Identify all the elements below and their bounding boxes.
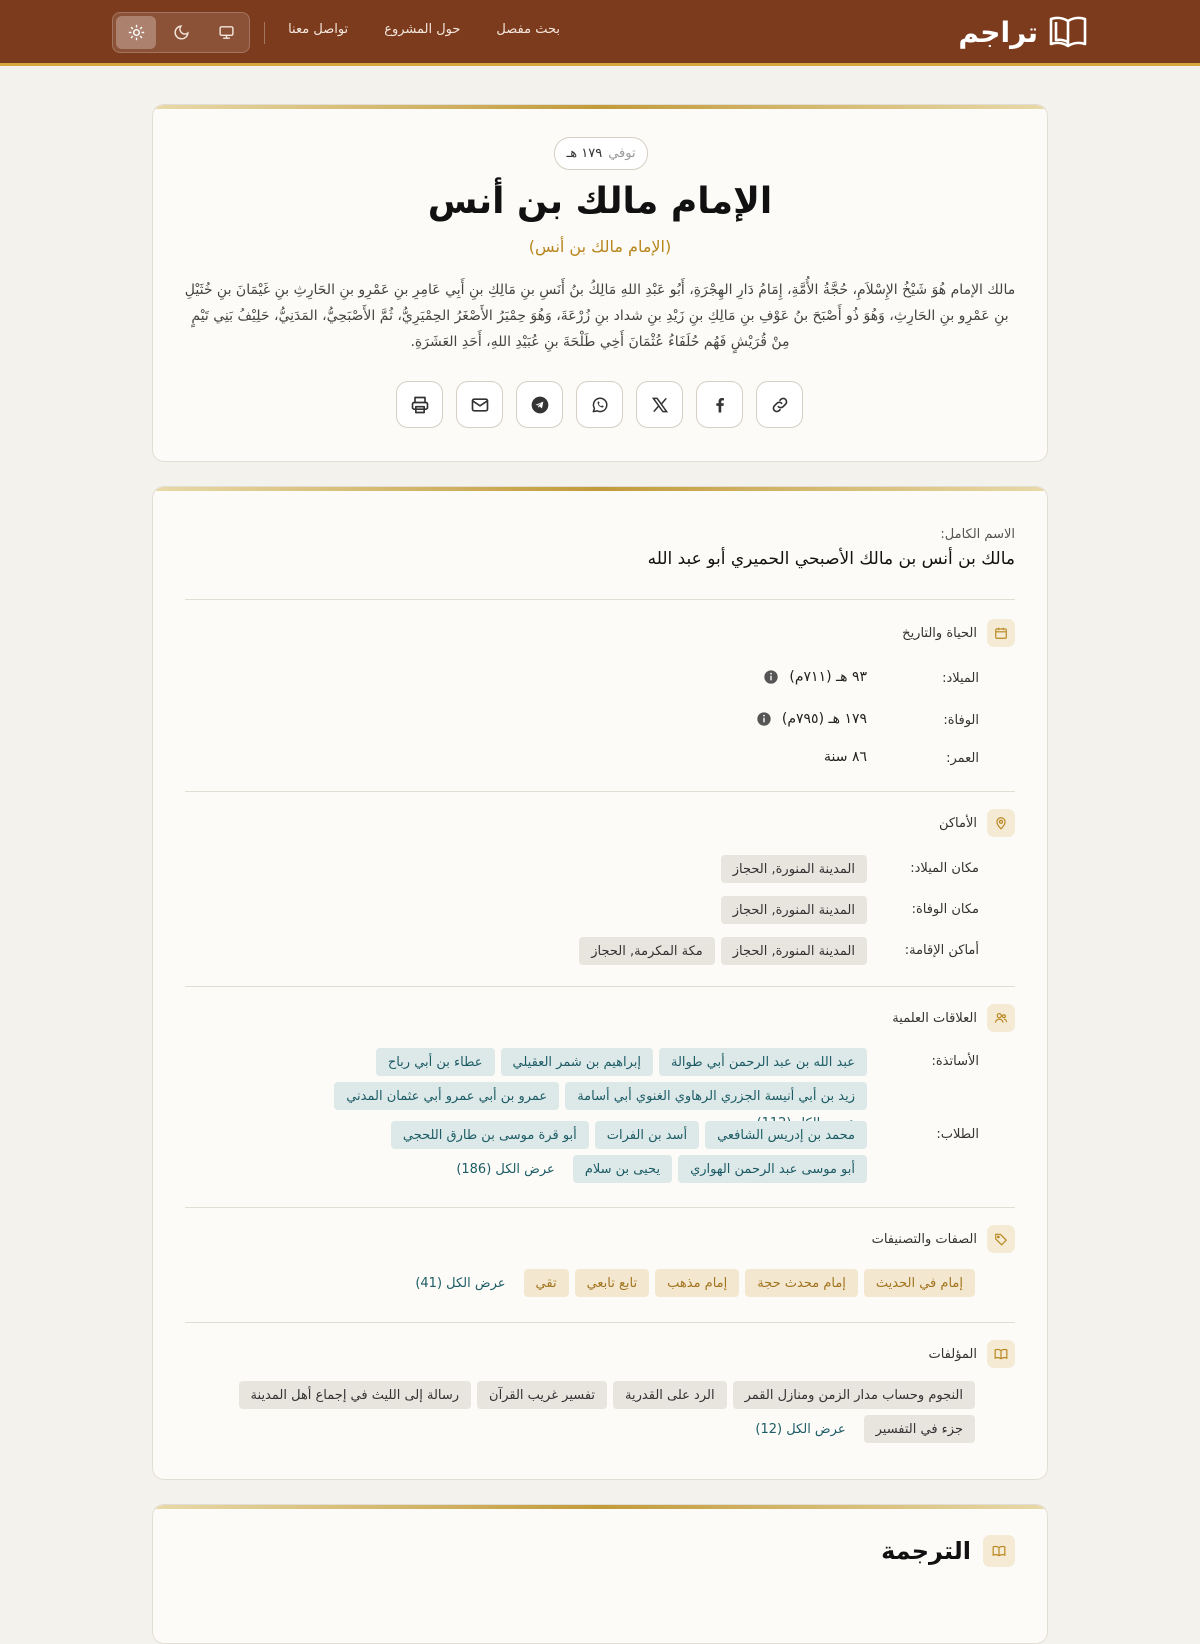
work-chip[interactable]: جزء في التفسير (864, 1415, 975, 1443)
nav-divider (264, 22, 265, 44)
student-chip[interactable]: يحيى بن سلام (573, 1155, 672, 1183)
facebook-share-button[interactable] (696, 381, 743, 428)
calendar-icon (987, 619, 1015, 647)
birth-label: الميلاد: (942, 671, 979, 686)
telegram-share-button[interactable] (516, 381, 563, 428)
residence-label: أماكن الإقامة: (904, 943, 979, 958)
life-section-header (902, 619, 1015, 647)
traits-section-title: الصفات والتصنيفات (871, 1231, 977, 1247)
theme-system-button[interactable] (206, 16, 246, 49)
birth-value: ٩٣ هـ (٧١١م) (789, 669, 867, 685)
birth-place-label: مكان الميلاد: (910, 861, 979, 876)
whatsapp-share-button[interactable] (576, 381, 623, 428)
works-section-title: المؤلفات (928, 1346, 977, 1362)
student-chip[interactable]: أسد بن الفرات (595, 1121, 699, 1149)
page-subtitle: (الإمام مالك بن أنس) (528, 237, 672, 256)
places-section-header (939, 809, 1015, 837)
print-icon (410, 395, 430, 415)
tag-icon (987, 1225, 1015, 1253)
death-place-chips (721, 896, 867, 924)
work-chip[interactable]: النجوم وحساب مدار الزمن ومنازل القمر (733, 1381, 975, 1409)
fullname-value: مالك بن أنس بن مالك الأصبحي الحميري أبو عبد الله (647, 549, 1015, 569)
whatsapp-icon (590, 395, 610, 415)
relations-section-header (892, 1004, 1015, 1032)
email-icon (470, 395, 490, 415)
scholar-header-card (152, 104, 1048, 462)
monitor-icon (218, 24, 235, 41)
traits-view-all-link[interactable]: عرض الكل (41) (415, 1275, 506, 1291)
divider (185, 986, 1015, 987)
scholar-details-card (152, 486, 1048, 1480)
age-label: العمر: (946, 751, 979, 766)
trait-chip[interactable]: إمام مذهب (655, 1269, 739, 1297)
work-chip[interactable]: تفسير غريب القرآن (477, 1381, 607, 1409)
student-chip[interactable]: أبو موسى عبد الرحمن الهواري (678, 1155, 867, 1183)
nav-advanced-search[interactable]: بحث مفصل (496, 22, 560, 37)
fullname-label: الاسم الكامل: (940, 527, 1015, 542)
copy-link-button[interactable] (756, 381, 803, 428)
death-value: ١٧٩ هـ (٧٩٥م) (781, 711, 867, 727)
info-icon[interactable] (763, 669, 779, 685)
death-label: الوفاة: (943, 713, 979, 728)
sun-icon (128, 24, 145, 41)
students-label: الطلاب: (936, 1127, 979, 1142)
death-badge-label: توفي (608, 146, 636, 161)
biography-card (152, 1504, 1048, 1644)
residence-chips (579, 937, 867, 965)
page-title: الإمام مالك بن أنس (427, 181, 773, 222)
location-pin-icon (987, 809, 1015, 837)
book-icon (983, 1535, 1015, 1567)
trait-chip[interactable]: إمام في الحديث (864, 1269, 975, 1297)
biography-title: الترجمة (881, 1537, 971, 1565)
works-section-header (928, 1340, 1015, 1368)
students-chips (207, 1121, 867, 1183)
place-chip[interactable]: المدينة المنورة, الحجاز (721, 855, 867, 883)
works-chips (235, 1381, 975, 1443)
death-badge-value: ١٧٩ هـ (566, 146, 603, 161)
theme-dark-button[interactable] (161, 16, 201, 49)
teacher-chip[interactable]: إبراهيم بن شمر العقيلي (501, 1048, 653, 1076)
place-chip[interactable]: مكة المكرمة, الحجاز (579, 937, 714, 965)
users-icon (987, 1004, 1015, 1032)
divider (185, 599, 1015, 600)
birth-place-chips (721, 855, 867, 883)
biography-header (881, 1535, 1015, 1567)
trait-chip[interactable]: تقي (524, 1269, 569, 1297)
book-icon (987, 1340, 1015, 1368)
teacher-chip[interactable]: عطاء بن أبي رباح (376, 1048, 495, 1076)
life-section-title: الحياة والتاريخ (902, 625, 977, 641)
nav-contact[interactable]: تواصل معنا (288, 22, 349, 37)
theme-light-button[interactable] (116, 16, 156, 49)
teacher-chip[interactable]: عبد الله بن عبد الرحمن أبي طوالة (659, 1048, 867, 1076)
work-chip[interactable]: رسالة إلى الليث في إجماع أهل المدينة (239, 1381, 472, 1409)
short-bio: مالك الإمام هُوَ شَيْخُ الإِسْلاَمِ، حُجَّةُ الأُمَّةِ، إِمَامُ دَارِ الهِجْرَةِ، أَبُو عَبْدِ اللهِ مَالِكُ بنُ أَنَسِ بنِ مَالِكِ بنِ أَبِي عَامِرِ بنِ عَمْرِو بنِ الحَارِثِ بنِ غَيْمَانَ بنِ خُثَيْلِ بنِ عَمْرِو بنِ الحَارِثِ، وَهُوَ ذُو أَصْبَحَ بنُ عَوْفِ بنِ مَالِكِ بنِ زَيْدِ بنِ شداد بنِ زُرْعَةَ، وَهُوَ حِمْيَرُ الأَصْغَرُ الحِمْيَرِيُّ، ثُمَّ الأَصْبَحِيُّ، المَدَنِيُّ، حَلِيْفُ بَنِي تَيْمٍ مِنْ قُرَيْشٍ فَهُم حُلَفَاءُ عُثْمَانَ أَخِي طَلْحَةَ بنِ عُبَيْدِ اللهِ، أَحَدِ العَشَرَةِ. (184, 282, 1016, 350)
teacher-chip[interactable]: زيد بن أبي أنيسة الجزري الرهاوي الغنوي أبي أسامة (565, 1082, 867, 1110)
teacher-chip[interactable]: عمرو بن أبي عمرو أبي عثمان المدني (334, 1082, 559, 1110)
info-icon[interactable] (756, 711, 772, 727)
main-nav (288, 22, 560, 37)
nav-about[interactable]: حول المشروع (384, 22, 461, 37)
link-icon (770, 395, 790, 415)
print-button[interactable] (396, 381, 443, 428)
open-book-icon (1048, 14, 1088, 50)
logo-text: تراجم (958, 15, 1038, 49)
relations-section-title: العلاقات العلمية (892, 1010, 977, 1026)
x-icon (650, 395, 670, 415)
trait-chip[interactable]: إمام محدث حجة (745, 1269, 858, 1297)
teachers-label: الأساتذة: (931, 1054, 979, 1069)
student-chip[interactable]: أبو قرة موسى بن طارق اللحجي (391, 1121, 589, 1149)
facebook-icon (710, 395, 730, 415)
theme-switcher (112, 12, 250, 53)
trait-chip[interactable]: تابع تابعي (575, 1269, 650, 1297)
death-value-row (756, 711, 867, 727)
moon-icon (173, 24, 190, 41)
work-chip[interactable]: الرد على القدرية (613, 1381, 727, 1409)
x-share-button[interactable] (636, 381, 683, 428)
traits-section-header (872, 1225, 1015, 1253)
teachers-chips (207, 1048, 867, 1131)
death-place-label: مكان الوفاة: (911, 902, 979, 917)
age-value-row (824, 749, 867, 765)
traits-chips (403, 1269, 975, 1297)
site-logo[interactable] (958, 12, 1088, 52)
divider (185, 791, 1015, 792)
students-view-all-link[interactable]: عرض الكل (186) (456, 1161, 555, 1177)
email-share-button[interactable] (456, 381, 503, 428)
place-chip[interactable]: المدينة المنورة, الحجاز (721, 896, 867, 924)
student-chip[interactable]: محمد بن إدريس الشافعي (705, 1121, 867, 1149)
age-value: ٨٦ سنة (824, 749, 867, 765)
divider (185, 1322, 1015, 1323)
places-section-title: الأماكن (938, 815, 977, 831)
top-header (0, 0, 1200, 66)
birth-value-row (763, 669, 867, 685)
share-buttons (396, 381, 803, 428)
divider (185, 1207, 1015, 1208)
works-view-all-link[interactable]: عرض الكل (12) (755, 1421, 846, 1437)
place-chip[interactable]: المدينة المنورة, الحجاز (721, 937, 867, 965)
telegram-icon (530, 395, 550, 415)
death-badge (554, 137, 648, 170)
